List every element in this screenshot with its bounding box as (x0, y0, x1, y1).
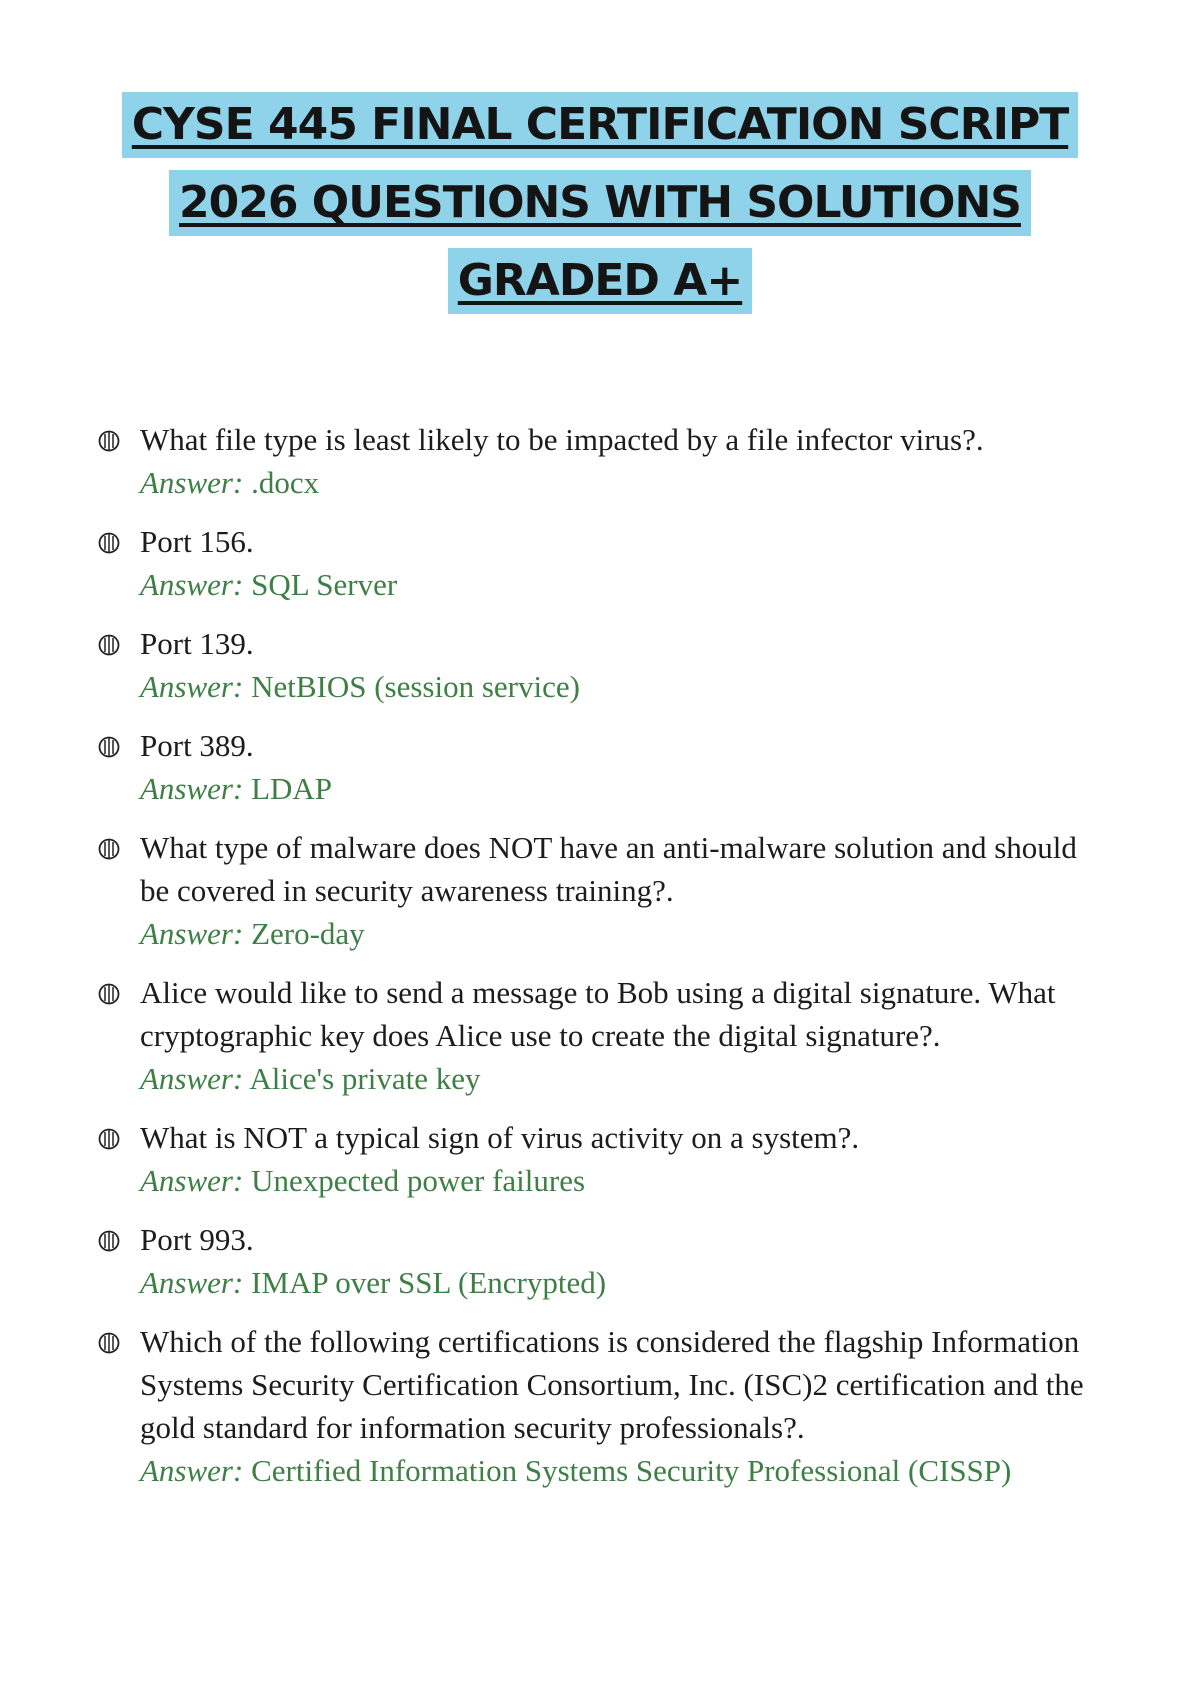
answer-label: Answer: (140, 916, 244, 951)
striped-circle-icon (98, 736, 120, 758)
answer-label: Answer: (140, 1061, 244, 1096)
question-text: Port 156. (140, 524, 254, 559)
list-item (98, 1116, 1108, 1202)
striped-circle-icon (98, 838, 120, 860)
answer-label: Answer: (140, 465, 244, 500)
answer-text: Alice's private key (249, 1061, 481, 1096)
question-text: Port 139. (140, 626, 254, 661)
answer-line (140, 767, 1108, 810)
question-text: What type of malware does NOT have an anti-malware solution and should be covered in security awareness training?. (140, 830, 1077, 908)
striped-circle-icon (98, 983, 120, 1005)
answer-text: NetBIOS (session service) (251, 669, 580, 704)
list-item (98, 971, 1108, 1100)
striped-circle-icon (98, 1332, 120, 1354)
answer-text: Certified Information Systems Security Professional (CISSP) (251, 1453, 1012, 1488)
answer-text: .docx (251, 465, 320, 500)
list-item (98, 622, 1108, 708)
answer-line (140, 912, 1108, 955)
title-line-3: GRADED A+ (448, 248, 752, 314)
answer-text: IMAP over SSL (Encrypted) (251, 1265, 607, 1300)
question-text: What file type is least likely to be impacted by a file infector virus?. (140, 422, 984, 457)
answer-label: Answer: (140, 771, 244, 806)
question-text: Which of the following certifications is considered the flagship Information Systems Security Certification Consortium, Inc. (ISC)2 certification and the gold standard for information security professionals?. (140, 1324, 1084, 1445)
answer-label: Answer: (140, 567, 244, 602)
answer-label: Answer: (140, 1265, 244, 1300)
question-text: What is NOT a typical sign of virus activity on a system?. (140, 1120, 860, 1155)
answer-line (140, 461, 1108, 504)
qa-list (98, 418, 1108, 1508)
document-title (0, 92, 1200, 326)
striped-circle-icon (98, 532, 120, 554)
list-item (98, 724, 1108, 810)
question-text: Port 389. (140, 728, 254, 763)
list-item (98, 1320, 1108, 1492)
answer-line (140, 1159, 1108, 1202)
answer-line (140, 665, 1108, 708)
list-item (98, 826, 1108, 955)
answer-label: Answer: (140, 1163, 244, 1198)
list-item (98, 418, 1108, 504)
answer-label: Answer: (140, 1453, 244, 1488)
striped-circle-icon (98, 1128, 120, 1150)
striped-circle-icon (98, 1230, 120, 1252)
answer-text: Zero-day (251, 916, 365, 951)
answer-text: Unexpected power failures (251, 1163, 586, 1198)
answer-text: LDAP (251, 771, 333, 806)
answer-text: SQL Server (251, 567, 398, 602)
title-line-1: CYSE 445 FINAL CERTIFICATION SCRIPT (122, 92, 1078, 158)
question-text: Port 993. (140, 1222, 254, 1257)
answer-label: Answer: (140, 669, 244, 704)
answer-line (140, 1449, 1108, 1492)
list-item (98, 520, 1108, 606)
striped-circle-icon (98, 430, 120, 452)
list-item (98, 1218, 1108, 1304)
title-line-2: 2026 QUESTIONS WITH SOLUTIONS (169, 170, 1031, 236)
question-text: Alice would like to send a message to Bob using a digital signature. What cryptographic key does Alice use to create the digital signature?. (140, 975, 1056, 1053)
answer-line (140, 1057, 1108, 1100)
answer-line (140, 563, 1108, 606)
striped-circle-icon (98, 634, 120, 656)
answer-line (140, 1261, 1108, 1304)
